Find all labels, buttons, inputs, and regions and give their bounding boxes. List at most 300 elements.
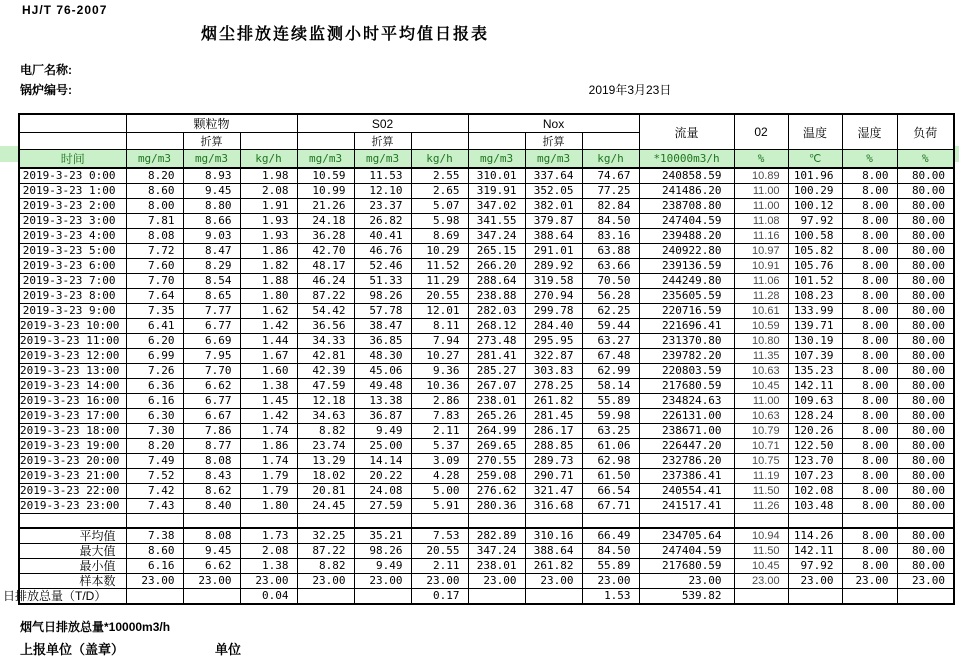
time-cell: 2019-3-23 22:00 [19, 484, 126, 499]
cell: 1.80 [240, 499, 297, 514]
cell: 6.77 [183, 394, 240, 409]
cell: 80.00 [897, 319, 954, 334]
cell: 11.19 [734, 469, 788, 484]
header-row-highlight-left [0, 146, 18, 162]
cell: 63.27 [582, 334, 639, 349]
table-row [19, 349, 954, 364]
cell: 1.44 [240, 334, 297, 349]
cell: 290.71 [525, 469, 582, 484]
cell: 10.45 [734, 379, 788, 394]
cell: 288.64 [468, 274, 525, 289]
cell: 80.00 [897, 424, 954, 439]
cell: 10.63 [734, 409, 788, 424]
cell: 282.89 [468, 528, 525, 544]
cell: 8.00 [842, 319, 897, 334]
cell: 7.64 [126, 289, 183, 304]
cell: 316.68 [525, 499, 582, 514]
cell: 240858.59 [639, 168, 734, 184]
cell: 58.14 [582, 379, 639, 394]
cell: 11.00 [734, 184, 788, 199]
cell: 8.69 [411, 229, 468, 244]
cell: 7.95 [183, 349, 240, 364]
cell: 38.47 [354, 319, 411, 334]
cell: 8.00 [842, 274, 897, 289]
cell: 280.36 [468, 499, 525, 514]
cell: 247404.59 [639, 214, 734, 229]
cell: 264.99 [468, 424, 525, 439]
cell: 7.72 [126, 244, 183, 259]
cell: 241486.20 [639, 184, 734, 199]
header-pm-raw [126, 133, 183, 150]
header-group-so2: S02 [297, 114, 468, 133]
cell: 238.01 [468, 394, 525, 409]
cell: 82.84 [582, 199, 639, 214]
header-nox-rate [582, 133, 639, 150]
cell: 80.00 [897, 304, 954, 319]
summary-row [19, 543, 954, 558]
cell: 5.00 [411, 484, 468, 499]
cell: 80.00 [897, 199, 954, 214]
cell: 4.28 [411, 469, 468, 484]
time-cell: 2019-3-23 9:00 [19, 304, 126, 319]
cell: 103.48 [788, 499, 842, 514]
cell: 8.00 [842, 469, 897, 484]
cell: 10.27 [411, 349, 468, 364]
cell: 70.50 [582, 274, 639, 289]
cell: 11.28 [734, 289, 788, 304]
cell: 8.00 [842, 499, 897, 514]
cell: 341.55 [468, 214, 525, 229]
cell: 285.27 [468, 364, 525, 379]
cell: 87.22 [297, 289, 354, 304]
header-group-pm: 颗粒物 [126, 114, 297, 133]
cell: 57.78 [354, 304, 411, 319]
cell: 77.25 [582, 184, 639, 199]
header-pm-rate [240, 133, 297, 150]
plant-name-label: 电厂名称: [20, 63, 72, 77]
cell: 295.95 [525, 334, 582, 349]
cell: 239782.20 [639, 349, 734, 364]
cell: 84.50 [582, 543, 639, 558]
time-cell: 2019-3-23 6:00 [19, 259, 126, 274]
cell: 9.45 [183, 543, 240, 558]
header-pm-converted: 折算 [183, 133, 240, 150]
summary-label [3, 588, 126, 604]
cell: 10.79 [734, 424, 788, 439]
cell: 98.26 [354, 543, 411, 558]
cell: 62.25 [582, 304, 639, 319]
cell: 11.29 [411, 274, 468, 289]
cell: 3.09 [411, 454, 468, 469]
cell: 100.29 [788, 184, 842, 199]
time-cell: 2019-3-23 19:00 [19, 439, 126, 454]
cell: 20.55 [411, 543, 468, 558]
cell: 23.00 [842, 573, 897, 588]
cell: 128.24 [788, 409, 842, 424]
cell [897, 588, 954, 604]
cell: 1.86 [240, 244, 297, 259]
cell: 46.24 [297, 274, 354, 289]
cell: 55.89 [582, 394, 639, 409]
cell: 61.06 [582, 439, 639, 454]
cell: 310.16 [525, 528, 582, 544]
cell: 6.41 [126, 319, 183, 334]
time-cell: 2019-3-23 12:00 [19, 349, 126, 364]
cell [468, 514, 525, 528]
cell: 8.00 [842, 199, 897, 214]
cell: 247404.59 [639, 543, 734, 558]
cell: 24.08 [354, 484, 411, 499]
cell: 52.46 [354, 259, 411, 274]
unit-humidity: % [842, 150, 897, 169]
cell [468, 588, 525, 604]
cell: 7.43 [126, 499, 183, 514]
cell: 80.00 [897, 349, 954, 364]
cell [240, 514, 297, 528]
cell: 130.19 [788, 334, 842, 349]
cell: 6.36 [126, 379, 183, 394]
cell [354, 514, 411, 528]
cell: 8.00 [842, 424, 897, 439]
summary-row [19, 558, 954, 573]
header-time-blank2 [19, 133, 126, 150]
cell: 6.99 [126, 349, 183, 364]
cell: 234705.64 [639, 528, 734, 544]
table-row [19, 484, 954, 499]
cell: 107.39 [788, 349, 842, 364]
boiler-number-label: 锅炉编号: [20, 83, 72, 97]
cell: 80.00 [897, 484, 954, 499]
cell: 26.82 [354, 214, 411, 229]
table-row [19, 469, 954, 484]
cell [126, 588, 183, 604]
cell: 80.00 [897, 379, 954, 394]
cell: 8.00 [842, 229, 897, 244]
cell: 282.03 [468, 304, 525, 319]
cell: 5.37 [411, 439, 468, 454]
cell: 8.40 [183, 499, 240, 514]
cell: 7.26 [126, 364, 183, 379]
cell: 11.52 [411, 259, 468, 274]
cell: 2.11 [411, 424, 468, 439]
cell: 36.85 [354, 334, 411, 349]
unit-pm-kgh: kg/h [240, 150, 297, 169]
cell: 7.60 [126, 259, 183, 274]
cell: 21.26 [297, 199, 354, 214]
cell: 10.80 [734, 334, 788, 349]
cell: 80.00 [897, 558, 954, 573]
cell [897, 514, 954, 528]
cell: 8.20 [126, 168, 183, 184]
cell: 23.00 [639, 573, 734, 588]
header-time-blank [19, 114, 126, 133]
cell: 8.00 [842, 528, 897, 544]
cell: 8.00 [842, 289, 897, 304]
gas-daily-total-label: 烟气日排放总量*10000m3/h [20, 620, 171, 634]
cell: 7.53 [411, 528, 468, 544]
time-cell: 2019-3-23 0:00 [19, 168, 126, 184]
cell: 259.08 [468, 469, 525, 484]
cell: 8.00 [842, 409, 897, 424]
table-row [19, 379, 954, 394]
cell: 59.44 [582, 319, 639, 334]
cell: 8.00 [842, 244, 897, 259]
cell: 2.08 [240, 543, 297, 558]
cell: 6.16 [126, 558, 183, 573]
header-so2-rate [411, 133, 468, 150]
cell: 109.63 [788, 394, 842, 409]
cell: 9.45 [183, 184, 240, 199]
cell: 120.26 [788, 424, 842, 439]
cell: 80.00 [897, 244, 954, 259]
cell: 87.22 [297, 543, 354, 558]
cell: 63.25 [582, 424, 639, 439]
cell: 266.20 [468, 259, 525, 274]
cell: 7.86 [183, 424, 240, 439]
cell: 8.60 [126, 543, 183, 558]
time-cell [19, 514, 126, 528]
summary-row [19, 528, 954, 544]
unit-temperature: ℃ [788, 150, 842, 169]
unit-o2: % [734, 150, 788, 169]
table-row [19, 319, 954, 334]
cell: 2.55 [411, 168, 468, 184]
cell: 8.93 [183, 168, 240, 184]
cell [788, 514, 842, 528]
cell: 11.00 [734, 199, 788, 214]
cell: 8.00 [842, 364, 897, 379]
cell: 80.00 [897, 184, 954, 199]
cell [842, 514, 897, 528]
cell: 1.82 [240, 259, 297, 274]
cell: 291.01 [525, 244, 582, 259]
cell: 13.38 [354, 394, 411, 409]
table-row [19, 184, 954, 199]
cell: 8.08 [126, 229, 183, 244]
cell: 67.48 [582, 349, 639, 364]
cell: 98.26 [354, 289, 411, 304]
cell: 23.00 [788, 573, 842, 588]
table-row [19, 499, 954, 514]
cell: 100.58 [788, 229, 842, 244]
cell: 1.91 [240, 199, 297, 214]
cell: 74.67 [582, 168, 639, 184]
cell: 48.17 [297, 259, 354, 274]
cell: 11.35 [734, 349, 788, 364]
table-row [19, 304, 954, 319]
cell: 235605.59 [639, 289, 734, 304]
cell: 114.26 [788, 528, 842, 544]
cell: 237386.41 [639, 469, 734, 484]
cell: 276.62 [468, 484, 525, 499]
table-row [19, 168, 954, 184]
cell: 8.82 [297, 558, 354, 573]
cell: 34.63 [297, 409, 354, 424]
cell: 8.77 [183, 439, 240, 454]
cell: 8.47 [183, 244, 240, 259]
cell: 23.00 [734, 573, 788, 588]
cell: 7.52 [126, 469, 183, 484]
cell: 221696.41 [639, 319, 734, 334]
cell: 232786.20 [639, 454, 734, 469]
time-cell: 2019-3-23 5:00 [19, 244, 126, 259]
report-date: 2019年3月23日 [588, 83, 672, 97]
unit-label: 单位 [215, 642, 242, 657]
page-title: 烟尘排放连续监测小时平均值日报表 [200, 26, 489, 43]
cell: 66.49 [582, 528, 639, 544]
cell: 6.77 [183, 319, 240, 334]
cell: 97.92 [788, 214, 842, 229]
cell: 11.50 [734, 543, 788, 558]
cell: 10.89 [734, 168, 788, 184]
cell: 265.15 [468, 244, 525, 259]
cell: 23.74 [297, 439, 354, 454]
cell: 9.03 [183, 229, 240, 244]
header-temperature: 温度 [788, 114, 842, 150]
cell: 80.00 [897, 394, 954, 409]
cell: 133.99 [788, 304, 842, 319]
cell: 80.00 [897, 229, 954, 244]
cell: 273.48 [468, 334, 525, 349]
cell: 23.00 [240, 573, 297, 588]
cell: 2.08 [240, 184, 297, 199]
cell: 239488.20 [639, 229, 734, 244]
cell: 6.69 [183, 334, 240, 349]
cell: 23.00 [297, 573, 354, 588]
cell: 8.00 [842, 168, 897, 184]
cell: 139.71 [788, 319, 842, 334]
cell: 23.37 [354, 199, 411, 214]
cell: 1.80 [240, 289, 297, 304]
cell: 14.14 [354, 454, 411, 469]
cell: 11.06 [734, 274, 788, 289]
cell: 100.12 [788, 199, 842, 214]
summary-row [19, 573, 954, 588]
cell: 1.38 [240, 379, 297, 394]
cell: 7.49 [126, 454, 183, 469]
cell: 8.00 [842, 543, 897, 558]
daily-total-label: 日排放总量（T/D） [3, 588, 107, 603]
unit-nox-mgm3: mg/m3 [468, 150, 525, 169]
cell: 352.05 [525, 184, 582, 199]
cell [411, 514, 468, 528]
cell: 142.11 [788, 379, 842, 394]
cell: 322.87 [525, 349, 582, 364]
cell: 6.16 [126, 394, 183, 409]
cell: 8.00 [842, 454, 897, 469]
cell: 18.02 [297, 469, 354, 484]
cell: 7.77 [183, 304, 240, 319]
cell: 8.54 [183, 274, 240, 289]
cell: 10.59 [297, 168, 354, 184]
unit-so2-converted-mgm3: mg/m3 [354, 150, 411, 169]
cell: 9.49 [354, 424, 411, 439]
table-row [19, 289, 954, 304]
cell: 261.82 [525, 394, 582, 409]
cell: 63.88 [582, 244, 639, 259]
cell: 56.28 [582, 289, 639, 304]
cell: 379.87 [525, 214, 582, 229]
cell: 23.00 [411, 573, 468, 588]
cell: 107.23 [788, 469, 842, 484]
cell: 8.65 [183, 289, 240, 304]
cell: 105.76 [788, 259, 842, 274]
time-cell: 2019-3-23 21:00 [19, 469, 126, 484]
cell: 142.11 [788, 543, 842, 558]
cell: 8.66 [183, 214, 240, 229]
cell: 80.00 [897, 364, 954, 379]
cell: 80.00 [897, 214, 954, 229]
cell: 10.71 [734, 439, 788, 454]
cell: 5.91 [411, 499, 468, 514]
cell: 238708.80 [639, 199, 734, 214]
cell: 234824.63 [639, 394, 734, 409]
cell: 80.00 [897, 528, 954, 544]
cell: 7.30 [126, 424, 183, 439]
cell: 0.04 [240, 588, 297, 604]
cell: 244249.80 [639, 274, 734, 289]
cell: 108.23 [788, 289, 842, 304]
cell: 66.54 [582, 484, 639, 499]
cell: 240554.41 [639, 484, 734, 499]
table-row [19, 424, 954, 439]
time-cell: 2019-3-23 20:00 [19, 454, 126, 469]
cell: 6.67 [183, 409, 240, 424]
cell: 80.00 [897, 409, 954, 424]
cell: 10.91 [734, 259, 788, 274]
cell: 8.29 [183, 259, 240, 274]
cell: 10.59 [734, 319, 788, 334]
cell: 54.42 [297, 304, 354, 319]
cell: 10.94 [734, 528, 788, 544]
cell [734, 588, 788, 604]
cell: 270.55 [468, 454, 525, 469]
cell [582, 514, 639, 528]
cell: 62.98 [582, 454, 639, 469]
table-row [19, 259, 954, 274]
time-cell: 2019-3-23 16:00 [19, 394, 126, 409]
table-row [19, 229, 954, 244]
cell: 238.88 [468, 289, 525, 304]
cell: 8.00 [842, 214, 897, 229]
cell: 281.45 [525, 409, 582, 424]
cell: 11.16 [734, 229, 788, 244]
cell: 388.64 [525, 543, 582, 558]
cell [297, 514, 354, 528]
cell: 8.62 [183, 484, 240, 499]
cell: 12.18 [297, 394, 354, 409]
cell: 0.17 [411, 588, 468, 604]
unit-load: % [897, 150, 954, 169]
cell: 1.42 [240, 319, 297, 334]
unit-flow: *10000m3/h [639, 150, 734, 169]
table-row [19, 244, 954, 259]
cell: 8.11 [411, 319, 468, 334]
cell: 240922.80 [639, 244, 734, 259]
time-cell: 2019-3-23 2:00 [19, 199, 126, 214]
cell: 8.82 [297, 424, 354, 439]
header-time: 时间 [19, 150, 126, 169]
table-row [19, 364, 954, 379]
cell: 83.16 [582, 229, 639, 244]
cell: 122.50 [788, 439, 842, 454]
cell: 226131.00 [639, 409, 734, 424]
cell: 105.82 [788, 244, 842, 259]
cell: 347.24 [468, 229, 525, 244]
table-body [3, 168, 954, 604]
cell [354, 588, 411, 604]
cell: 45.06 [354, 364, 411, 379]
